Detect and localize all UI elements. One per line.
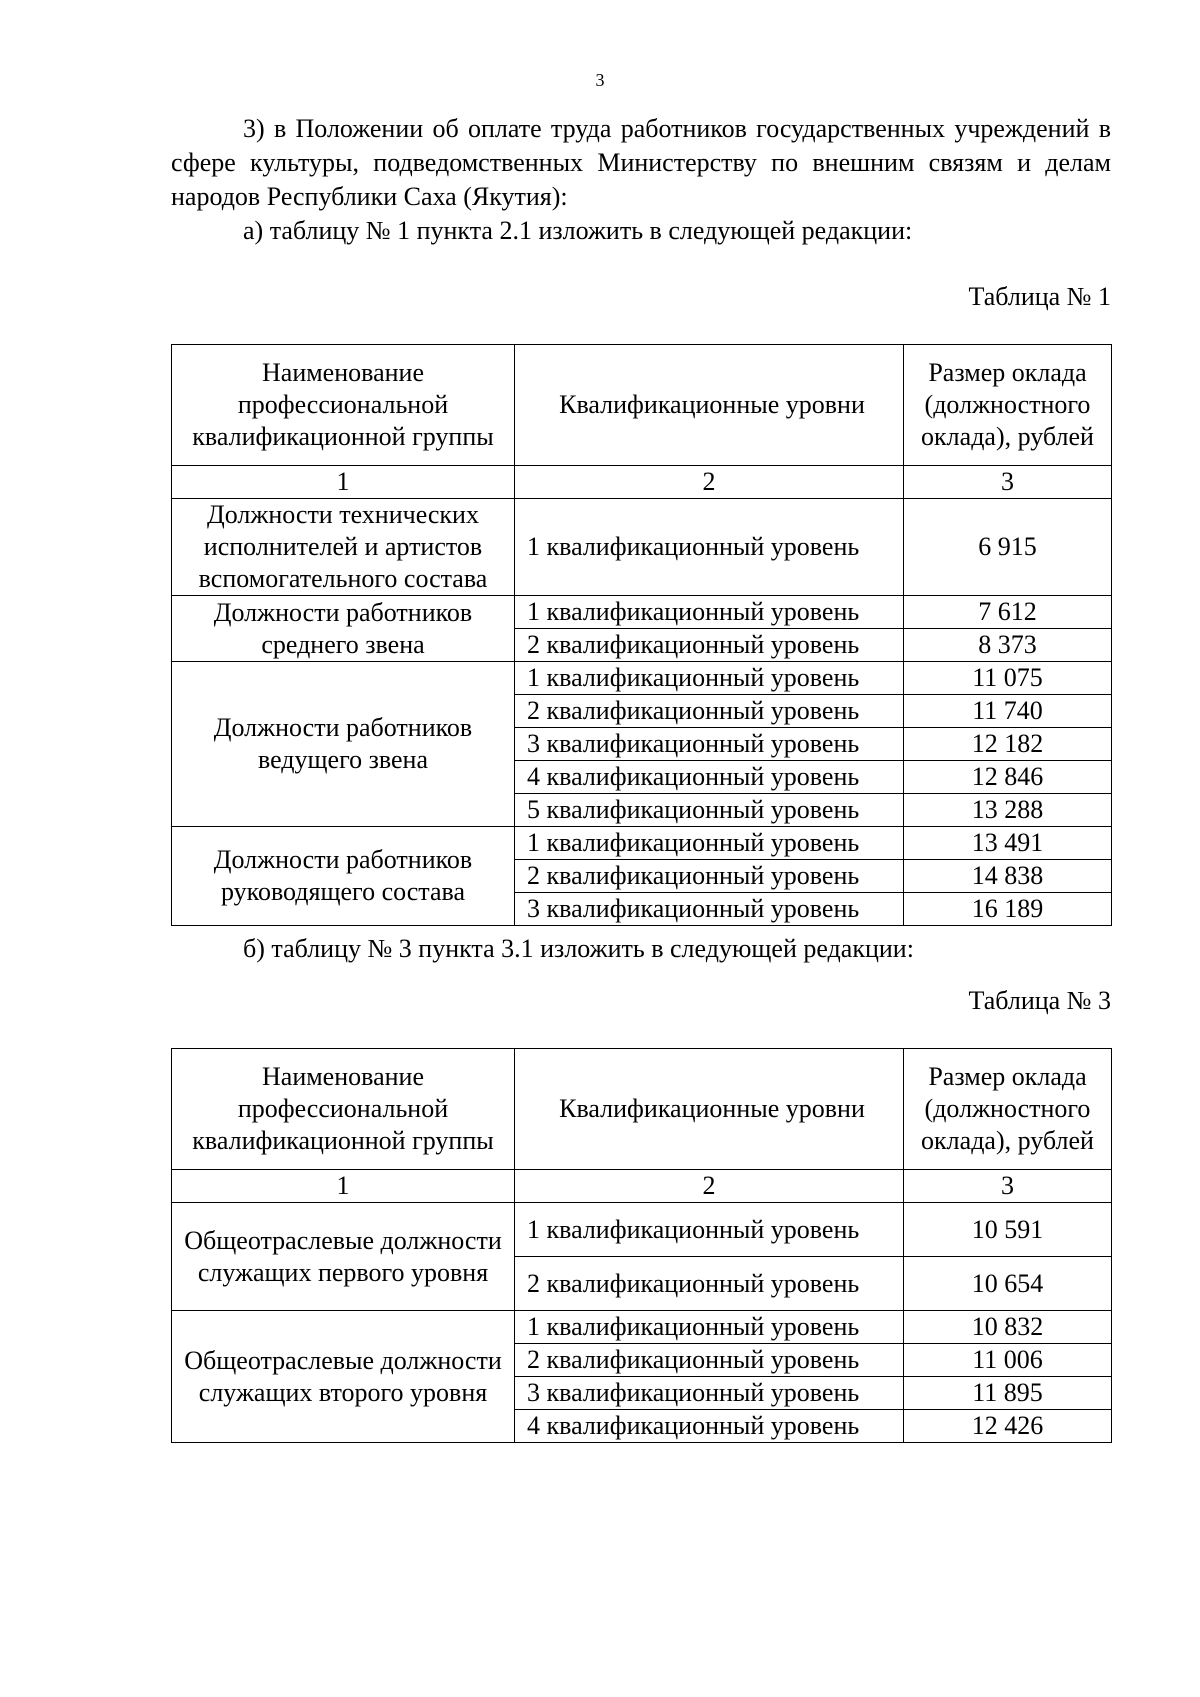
salary-value-cell: 12 426 (904, 1410, 1112, 1443)
qualification-level-cell: 2 квалификационный уровень (515, 1344, 904, 1377)
qualification-level-cell: 4 квалификационный уровень (515, 761, 904, 794)
table3-colnum: 2 (515, 1170, 904, 1203)
qualification-level-cell: 1 квалификационный уровень (515, 827, 904, 860)
table1-colnum: 1 (172, 466, 515, 499)
salary-value-cell: 12 182 (904, 728, 1112, 761)
salary-value-cell: 11 006 (904, 1344, 1112, 1377)
table3-header-row (172, 1049, 1112, 1170)
table3-colnum: 3 (904, 1170, 1112, 1203)
table3-header-levels: Квалификационные уровни (515, 1049, 904, 1170)
table1-header-levels: Квалификационные уровни (515, 345, 904, 466)
page-number: 3 (595, 70, 605, 90)
table3-colnum: 1 (172, 1170, 515, 1203)
table1-header-group: Наименование профессиональной квалификационной группы (172, 345, 515, 466)
subparagraph-b (171, 932, 1111, 966)
salary-value-cell: 13 288 (904, 794, 1112, 827)
table1-colnum: 3 (904, 466, 1112, 499)
qualification-group-cell: Должности работников руководящего состава (172, 827, 515, 926)
table1-header-row (172, 345, 1112, 466)
salary-table-1 (171, 344, 1112, 926)
salary-value-cell: 7 612 (904, 596, 1112, 629)
qualification-group-cell: Общеотраслевые должности служащих второго уровня (172, 1311, 515, 1443)
qualification-group-cell: Должности работников ведущего звена (172, 662, 515, 827)
qualification-level-cell: 1 квалификационный уровень (515, 596, 904, 629)
qualification-level-cell: 1 квалификационный уровень (515, 662, 904, 695)
salary-table-3 (171, 1048, 1112, 1443)
salary-value-cell: 6 915 (904, 499, 1112, 596)
table-row (172, 499, 1112, 596)
salary-value-cell: 10 591 (904, 1203, 1112, 1257)
qualification-level-cell: 4 квалификационный уровень (515, 1410, 904, 1443)
qualification-group-cell: Общеотраслевые должности служащих первого уровня (172, 1203, 515, 1311)
table1-column-numbers (172, 466, 1112, 499)
salary-value-cell: 11 740 (904, 695, 1112, 728)
table1-header-salary: Размер оклада (должностного оклада), рублей (904, 345, 1112, 466)
qualification-level-cell: 3 квалификационный уровень (515, 893, 904, 926)
salary-value-cell: 14 838 (904, 860, 1112, 893)
qualification-level-cell: 2 квалификационный уровень (515, 629, 904, 662)
salary-value-cell: 11 075 (904, 662, 1112, 695)
table3-column-numbers (172, 1170, 1112, 1203)
intro-subparagraph-a: а) таблицу № 1 пункта 2.1 изложить в следующей редакции: (243, 216, 913, 245)
intro-text (171, 112, 1111, 248)
table3-caption: Таблица № 3 (968, 986, 1111, 1015)
salary-value-cell: 11 895 (904, 1377, 1112, 1410)
table1-caption: Таблица № 1 (968, 282, 1111, 311)
qualification-level-cell: 2 квалификационный уровень (515, 695, 904, 728)
table-row (172, 662, 1112, 695)
qualification-level-cell: 1 квалификационный уровень (515, 499, 904, 596)
salary-value-cell: 16 189 (904, 893, 1112, 926)
qualification-level-cell: 5 квалификационный уровень (515, 794, 904, 827)
subparagraph-b-text: б) таблицу № 3 пункта 3.1 изложить в следующей редакции: (243, 934, 914, 963)
table-row (172, 1203, 1112, 1257)
salary-value-cell: 10 832 (904, 1311, 1112, 1344)
salary-value-cell: 13 491 (904, 827, 1112, 860)
qualification-level-cell: 1 квалификационный уровень (515, 1311, 904, 1344)
qualification-level-cell: 3 квалификационный уровень (515, 728, 904, 761)
table1-colnum: 2 (515, 466, 904, 499)
table3-header-group: Наименование профессиональной квалификационной группы (172, 1049, 515, 1170)
table-row (172, 596, 1112, 629)
salary-value-cell: 10 654 (904, 1257, 1112, 1311)
qualification-level-cell: 2 квалификационный уровень (515, 1257, 904, 1311)
qualification-level-cell: 1 квалификационный уровень (515, 1203, 904, 1257)
table-row (172, 1311, 1112, 1344)
qualification-level-cell: 3 квалификационный уровень (515, 1377, 904, 1410)
qualification-group-cell: Должности работников среднего звена (172, 596, 515, 662)
qualification-level-cell: 2 квалификационный уровень (515, 860, 904, 893)
salary-value-cell: 8 373 (904, 629, 1112, 662)
table-row (172, 827, 1112, 860)
salary-value-cell: 12 846 (904, 761, 1112, 794)
qualification-group-cell: Должности технических исполнителей и артистов вспомогательного состава (172, 499, 515, 596)
intro-paragraph: 3) в Положении об оплате труда работников государственных учреждений в сфере культуры, подведомственных Министерству по внешним связям и делам народов Республики Саха (Якутия): (171, 114, 1111, 211)
table3-header-salary: Размер оклада (должностного оклада), рублей (904, 1049, 1112, 1170)
